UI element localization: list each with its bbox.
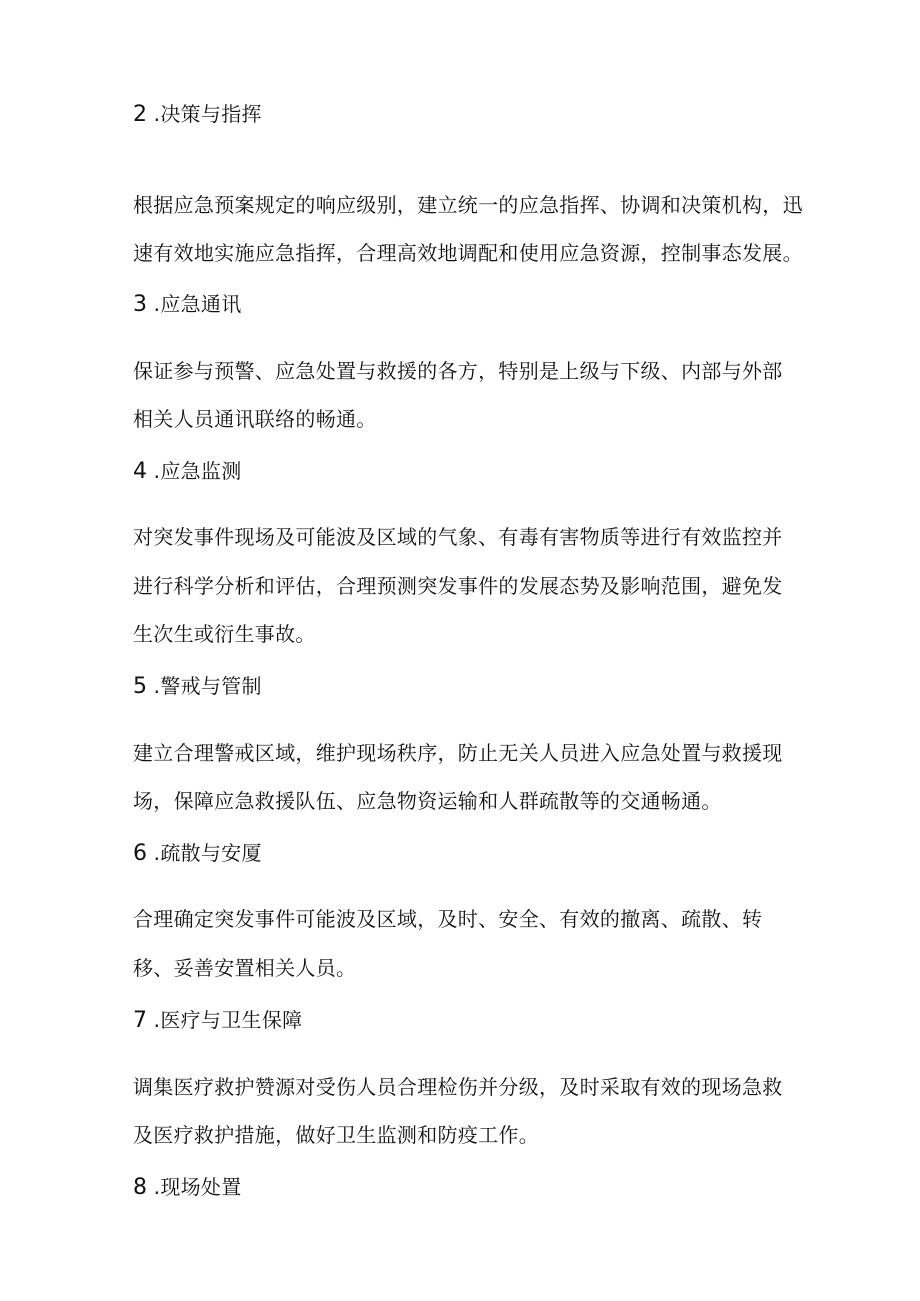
section-title: 警戒与管制 (160, 674, 262, 698)
paragraph-line: 合理确定突发事件可能波及区域，及时、安全、有效的撤离、疏散、转 (133, 907, 763, 931)
section-heading-6 (133, 840, 262, 867)
paragraph-line: 调集医疗救护赞源对受伤人员合理检伤并分级，及时采取有效的现场急救 (133, 1075, 783, 1099)
paragraph-line: 根据应急预案规定的响应级别，建立统一的应急指挥、协调和决策机构，迅 (133, 193, 803, 217)
paragraph-line: 速有效地实施应急指挥，合理高效地调配和使用应急资源，控制事态发展。 (133, 241, 803, 265)
section-title: 现场处置 (160, 1175, 242, 1199)
section-number: 2 (133, 102, 147, 127)
section-separator: . (147, 1175, 161, 1199)
section-separator: . (147, 459, 161, 483)
paragraph-line: 保证参与预警、应急处置与救援的各方，特别是上级与下级、内部与外部 (133, 359, 783, 383)
section-separator: . (147, 841, 161, 865)
section-separator: . (147, 102, 161, 126)
section-separator: . (147, 292, 161, 316)
section-heading-3 (133, 291, 242, 318)
section-title: 医疗与卫生保障 (160, 1008, 303, 1032)
section-title: 决策与指挥 (160, 102, 262, 126)
paragraph-line: 及医疗救护措施，做好卫生监测和防疫工作。 (133, 1123, 539, 1147)
section-number: 8 (133, 1175, 147, 1200)
section-number: 3 (133, 292, 147, 317)
section-title: 应急监测 (160, 459, 242, 483)
section-number: 4 (133, 459, 147, 484)
paragraph-line: 进行科学分析和评估，合理预测突发事件的发展态势及影响范围，避免发 (133, 574, 783, 598)
section-title: 应急通讯 (160, 292, 242, 316)
paragraph-line: 相关人员通讯联络的畅通。 (133, 407, 377, 431)
section-heading-2 (133, 101, 262, 128)
paragraph-line: 生次生或衍生事故。 (133, 622, 316, 646)
paragraph-line: 移、妥善安置相关人员。 (133, 956, 357, 980)
section-heading-5 (133, 673, 262, 700)
section-number: 6 (133, 841, 147, 866)
section-separator: . (147, 674, 161, 698)
section-heading-7 (133, 1007, 302, 1034)
section-heading-8 (133, 1174, 242, 1201)
section-number: 5 (133, 674, 147, 699)
paragraph-line: 场，保障应急救援队伍、应急物资运输和人群疏散等的交通畅通。 (133, 789, 722, 813)
section-separator: . (147, 1008, 161, 1032)
paragraph-line: 建立合理警戒区域，维护现场秩序，防止无关人员进入应急处置与救援现 (133, 741, 783, 765)
paragraph-line: 对突发事件现场及可能波及区域的气象、有毒有害物质等进行有效监控并 (133, 525, 783, 549)
section-heading-4 (133, 458, 242, 485)
section-number: 7 (133, 1008, 147, 1033)
section-title: 疏散与安厦 (160, 841, 262, 865)
